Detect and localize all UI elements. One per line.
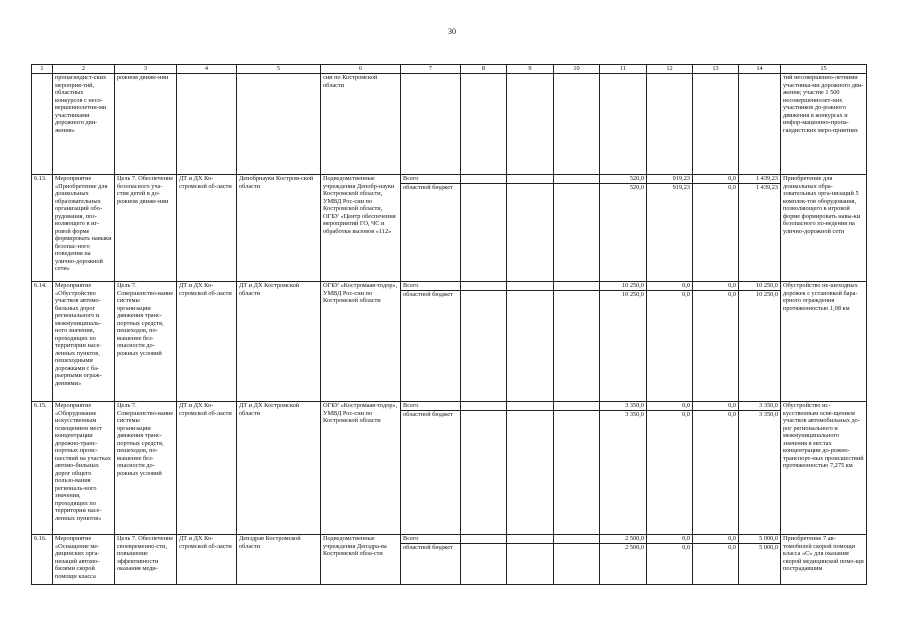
empty-cell xyxy=(554,282,600,402)
table-row xyxy=(32,282,867,402)
empty-cell xyxy=(461,282,507,402)
goal-text: Цель 7. Совершенство-вание системы организации движения транс-портных средств, пешеходов, по-вышение без-опасности до-рожных условий xyxy=(115,402,177,535)
value-total: 0,0 xyxy=(682,402,690,409)
value-regional: 0,0 xyxy=(647,410,692,419)
empty-cell xyxy=(554,74,600,175)
value-total: 0,0 xyxy=(728,402,736,409)
column-number: 9 xyxy=(507,65,554,74)
executor: ДТ и ДХ Ко-стромской об-ласти xyxy=(177,402,237,535)
value-total: 0,0 xyxy=(728,535,736,542)
funding-source xyxy=(401,402,461,535)
value-total: 3 350,0 xyxy=(759,402,778,409)
value-total: 3 350,0 xyxy=(625,402,644,409)
value-regional: 0,0 xyxy=(693,543,738,552)
value-cell xyxy=(647,535,693,585)
activity-name: Мероприятие «Приобретение для дошкольных образовательных организаций обо-рудования, поз-воляющего в иг-ровой форме формировать навыки безопас-ного поведения на улично-дорожной сети» xyxy=(53,175,115,282)
program-activities-table xyxy=(31,64,867,585)
value-cell xyxy=(739,402,781,535)
result-text: Приобретение для дошкольных обра-зовательных орга-низаций 5 комплек-тов оборудования, позволяющего в игровой форме формировать навы-ки безопасного по-ведения на улично-дорожной сети xyxy=(781,175,867,282)
value-total: 0,0 xyxy=(682,535,690,542)
value-total: 919,23 xyxy=(672,175,690,182)
source-total: Всего xyxy=(403,402,419,409)
value-total: 0,0 xyxy=(682,282,690,289)
value-cell xyxy=(600,282,647,402)
value-cell xyxy=(600,402,647,535)
value-regional: 3 350,0 xyxy=(600,410,646,419)
column-number: 14 xyxy=(739,65,781,74)
value-cell xyxy=(739,535,781,585)
empty-cell xyxy=(507,74,554,175)
goal-text: Цель 7. Обеспечение своевременно-сти, повышение эффективности оказания меди- xyxy=(115,535,177,585)
institution: ОГБУ «Костромаав-тодор», УМВД Рос-сии по Костромской области xyxy=(321,402,401,535)
activity-name: Мероприятие «Оснащение ме-дицинских орга-низаций автомо-билями скорой помощи класса xyxy=(53,535,115,585)
value-cell xyxy=(693,282,739,402)
value-cell xyxy=(647,74,693,175)
empty-cell xyxy=(461,74,507,175)
column-number: 13 xyxy=(693,65,739,74)
value-regional: 520,0 xyxy=(600,183,646,192)
source-total: Всего xyxy=(403,282,419,289)
row-number: 6.16. xyxy=(32,535,53,585)
institution: ОГБУ «Костромаав-тодор», УМВД Рос-сии по Костромской области xyxy=(321,282,401,402)
value-cell xyxy=(647,175,693,282)
value-cell xyxy=(647,402,693,535)
goal-text: Цель 7. Совершенство-вание системы организации движения транс-портных средств, пешеходов, по-вышение без-опасности до-рожных условий xyxy=(115,282,177,402)
result-text: Приобретение 7 ав-томобилей скорой помощи класса «С» для оказания скорой медицинской помо-щи пострадавшим xyxy=(781,535,867,585)
value-total: 0,0 xyxy=(728,175,736,182)
source-regional: областной бюджет xyxy=(401,290,460,299)
source-regional: областной бюджет xyxy=(401,183,460,192)
recipient: ДТ и ДХ Костромской области xyxy=(237,282,321,402)
executor xyxy=(177,74,237,175)
executor: ДТ и ДХ Ко-стромской об-ласти xyxy=(177,282,237,402)
funding-source xyxy=(401,282,461,402)
row-number: 6.15. xyxy=(32,402,53,535)
empty-cell xyxy=(461,175,507,282)
recipient xyxy=(237,74,321,175)
table-row xyxy=(32,74,867,175)
column-number: 7 xyxy=(401,65,461,74)
source-regional: областной бюджет xyxy=(401,410,460,419)
source-regional: областной бюджет xyxy=(401,543,460,552)
value-total: 5 000,0 xyxy=(759,535,778,542)
institution: Подведомственные учреждения Депздра-ва Костромской обла-сти xyxy=(321,535,401,585)
value-regional: 3 350,0 xyxy=(739,410,780,419)
value-regional: 0,0 xyxy=(693,290,738,299)
institution: Подведомственные учреждения Депобр-науки Костромской области, УМВД Рос-сии по Костромской области, ОГБУ «Центр обеспечения мероприятий ГО, ЧС и обработки вызовов «112» xyxy=(321,175,401,282)
column-number: 8 xyxy=(461,65,507,74)
activity-name: Мероприятие «Оборудование искусственным освещением мест концентрации дорожно-транс-портных проис-шествий на участках автомо-бильных дорог общего пользо-вания региональ-ного значения, проходящих по территории насе-ленных пунктов» xyxy=(53,402,115,535)
activity-name: Мероприятие «Обустройство участков автомо-бильных дорог регионального и межмуниципаль-ного значения, проходящих по территории насе-ленных пунктов, пешеходными дорожками с ба-рьерными ограж-дениями» xyxy=(53,282,115,402)
row-number: 6.14. xyxy=(32,282,53,402)
column-number: 5 xyxy=(237,65,321,74)
recipient: Депздрав Костромской области xyxy=(237,535,321,585)
column-number: 15 xyxy=(781,65,867,74)
column-number-row xyxy=(32,65,867,74)
value-cell xyxy=(693,402,739,535)
goal-text: рожном движе-нии xyxy=(115,74,177,175)
funding-source xyxy=(401,74,461,175)
value-regional: 10 250,0 xyxy=(739,290,780,299)
column-number: 11 xyxy=(600,65,647,74)
value-total: 0,0 xyxy=(728,282,736,289)
row-number: 6.13. xyxy=(32,175,53,282)
activity-name: пропагандист-ских мероприя-тий, областных конкурсов с несо-вершеннолетни-ми участниками дорожного дви-жения» xyxy=(53,74,115,175)
value-cell xyxy=(600,175,647,282)
column-number: 2 xyxy=(53,65,115,74)
column-number: 3 xyxy=(115,65,177,74)
source-total: Всего xyxy=(403,175,419,182)
funding-source xyxy=(401,535,461,585)
recipient: ДТ и ДХ Костромской области xyxy=(237,402,321,535)
value-regional: 5 000,0 xyxy=(739,543,780,552)
value-cell xyxy=(600,535,647,585)
value-cell xyxy=(693,74,739,175)
executor: ДТ и ДХ Ко-стромской об-ласти xyxy=(177,175,237,282)
empty-cell xyxy=(507,175,554,282)
empty-cell xyxy=(554,535,600,585)
goal-text: Цель 7. Обеспечение безопасного уча-стия детей в до-рожном движе-нии xyxy=(115,175,177,282)
institution: сии по Костромской области xyxy=(321,74,401,175)
value-regional: 0,0 xyxy=(693,183,738,192)
empty-cell xyxy=(507,535,554,585)
result-text: Обустройство пе-шеходных дорожек с установкой бара-ерного ограждения протяженностью 1,08 км xyxy=(781,282,867,402)
value-total: 10 250,0 xyxy=(755,282,778,289)
funding-source xyxy=(401,175,461,282)
value-cell xyxy=(739,74,781,175)
row-number xyxy=(32,74,53,175)
executor: ДТ и ДХ Ко-стромской об-ласти xyxy=(177,535,237,585)
value-cell xyxy=(647,282,693,402)
column-number: 1 xyxy=(32,65,53,74)
result-text: Обустройство ис-кусственным осве-щением участков автомобильных до-рог регионального и межмуниципального значения в местах концентрации до-рожно-транспорт-ных происшествий протяженностью 7,275 км xyxy=(781,402,867,535)
table-row xyxy=(32,402,867,535)
value-total: 10 250,0 xyxy=(621,282,644,289)
page-number: 30 xyxy=(448,27,456,36)
empty-cell xyxy=(554,175,600,282)
column-number: 4 xyxy=(177,65,237,74)
empty-cell xyxy=(507,402,554,535)
empty-cell xyxy=(507,282,554,402)
value-regional: 10 250,0 xyxy=(600,290,646,299)
column-number: 12 xyxy=(647,65,693,74)
table-row xyxy=(32,175,867,282)
value-cell xyxy=(600,74,647,175)
value-cell xyxy=(693,175,739,282)
value-cell xyxy=(739,175,781,282)
result-text: тий несовершенно-летними участника-ми дорожного дви-жения; участие 1 500 несовершеннолет-них участников до-рожного движения в конкурсах и инфор-мационно-пропа-гандистских меро-приятиях xyxy=(781,74,867,175)
value-total: 520,0 xyxy=(629,175,644,182)
value-regional: 0,0 xyxy=(647,543,692,552)
empty-cell xyxy=(554,402,600,535)
column-number: 6 xyxy=(321,65,401,74)
value-cell xyxy=(739,282,781,402)
value-total: 2 500,0 xyxy=(625,535,644,542)
source-total: Всего xyxy=(403,535,419,542)
value-cell xyxy=(693,535,739,585)
empty-cell xyxy=(461,402,507,535)
value-regional: 2 500,0 xyxy=(600,543,646,552)
empty-cell xyxy=(461,535,507,585)
value-regional: 0,0 xyxy=(647,290,692,299)
value-total: 1 439,23 xyxy=(755,175,778,182)
value-regional: 919,23 xyxy=(647,183,692,192)
value-regional: 0,0 xyxy=(693,410,738,419)
table-row xyxy=(32,535,867,585)
value-regional: 1 439,23 xyxy=(739,183,780,192)
recipient: Депобрнауки Костром-ской области xyxy=(237,175,321,282)
column-number: 10 xyxy=(554,65,600,74)
